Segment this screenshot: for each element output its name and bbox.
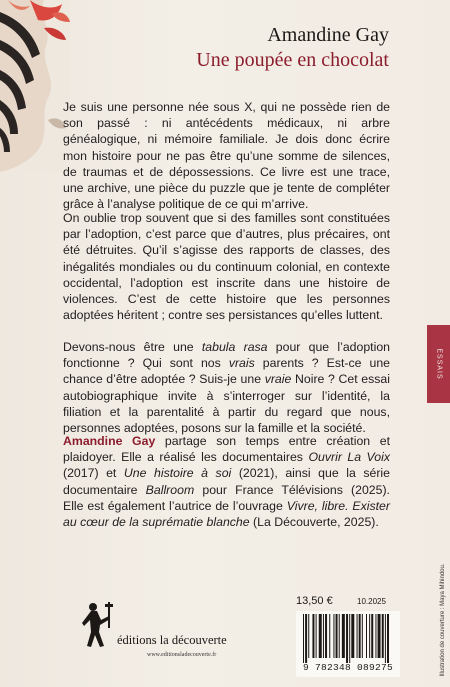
summary-emphasis: vrais xyxy=(228,356,255,371)
summary-emphasis: tabula rasa xyxy=(201,340,268,354)
summary-paragraph-2 xyxy=(63,210,390,323)
summary-emphasis: vraie xyxy=(264,372,292,387)
summary-text: Je suis une personne née sous X, qui ne possède rien de son passé : ni antécédents médicaux, ni arbre généalogique, ni mémoire familiale. Je dois donc écrire mon histoire pour ne pas être qu’une somme de silences, de traumas et de dépossessions. Ce livre est une trace, une archive, une pièce du puzzle que je tente de compléter grâce à l’analyse politique de ce qui m’arrive. xyxy=(63,100,390,212)
bio-text: (2017) et xyxy=(63,466,124,481)
bio-film-title: Une histoire à soi xyxy=(123,466,232,481)
barcode-block xyxy=(296,611,400,677)
publisher-website: www.editionsladecouverte.fr xyxy=(147,652,217,658)
bio-series-title: Ballroom xyxy=(145,482,195,497)
bio-text: partage son temps entre création et plaidoyer. Elle a réalisé les documentaires xyxy=(63,434,390,465)
summary-paragraph-3 xyxy=(63,339,390,436)
publisher-name: éditions la découverte xyxy=(117,633,227,647)
summary-paragraph-1 xyxy=(63,99,390,212)
bio-text: pour France Télévisions (2025). Elle est également l’autrice de l’ouvrage xyxy=(63,482,390,513)
collection-label: ESSAIS xyxy=(435,348,442,380)
barcode-icon xyxy=(303,614,395,663)
summary-text: parents ? Est-ce une chance d’être adoptée ? Suis-je une xyxy=(63,356,391,387)
price: 13,50 € xyxy=(296,595,333,607)
cover-credit-text: Illustration de couverture : Maya Mihindou. xyxy=(440,563,446,677)
summary-text: Devons-nous être une xyxy=(63,340,202,354)
author-bio xyxy=(63,433,390,530)
collection-tab xyxy=(427,325,450,403)
bio-author-name: Amandine Gay xyxy=(63,434,156,448)
isbn: 9 782348 089275 xyxy=(302,662,393,673)
cover-credit xyxy=(438,565,448,675)
edition-date: 10.2025 xyxy=(357,597,386,606)
bio-film-title: Ouvrir La Voix xyxy=(308,450,391,465)
bio-text: (La Découverte, 2025). xyxy=(249,515,379,530)
book-title: Une poupée en chocolat xyxy=(196,49,389,71)
author-name: Amandine Gay xyxy=(267,24,389,46)
summary-text: pour que l’adoption fonctionne ? Qui sont nos xyxy=(63,340,390,371)
bio-book-title: Vivre, libre. Exister au cœur de la suprématie blanche xyxy=(63,498,390,530)
summary-text: On oublie trop souvent que si des familles sont constituées par l’adoption, c’est parce que d’autres, plus précaires, ont été détruites. Qu’il s’agisse des rapports de classes, des inégalités mondiales ou du continuum colonial, en contexte occidental, l’adoption est inscrite dans une histoire de violences. C’est de cette histoire que les personnes adoptées héritent ; contre ses persistances qu’elles luttent. xyxy=(63,211,390,323)
publisher-logo-figure-icon xyxy=(79,598,117,650)
bio-text: (2021), ainsi que la série documentaire xyxy=(63,466,390,497)
summary-text: Noire ? Cet essai autobiographique invite à s’interroger sur l’identité, la filiation et la parentalité à partir du regard que nous, personnes adoptées, posons sur la famille et la société. xyxy=(63,372,390,436)
